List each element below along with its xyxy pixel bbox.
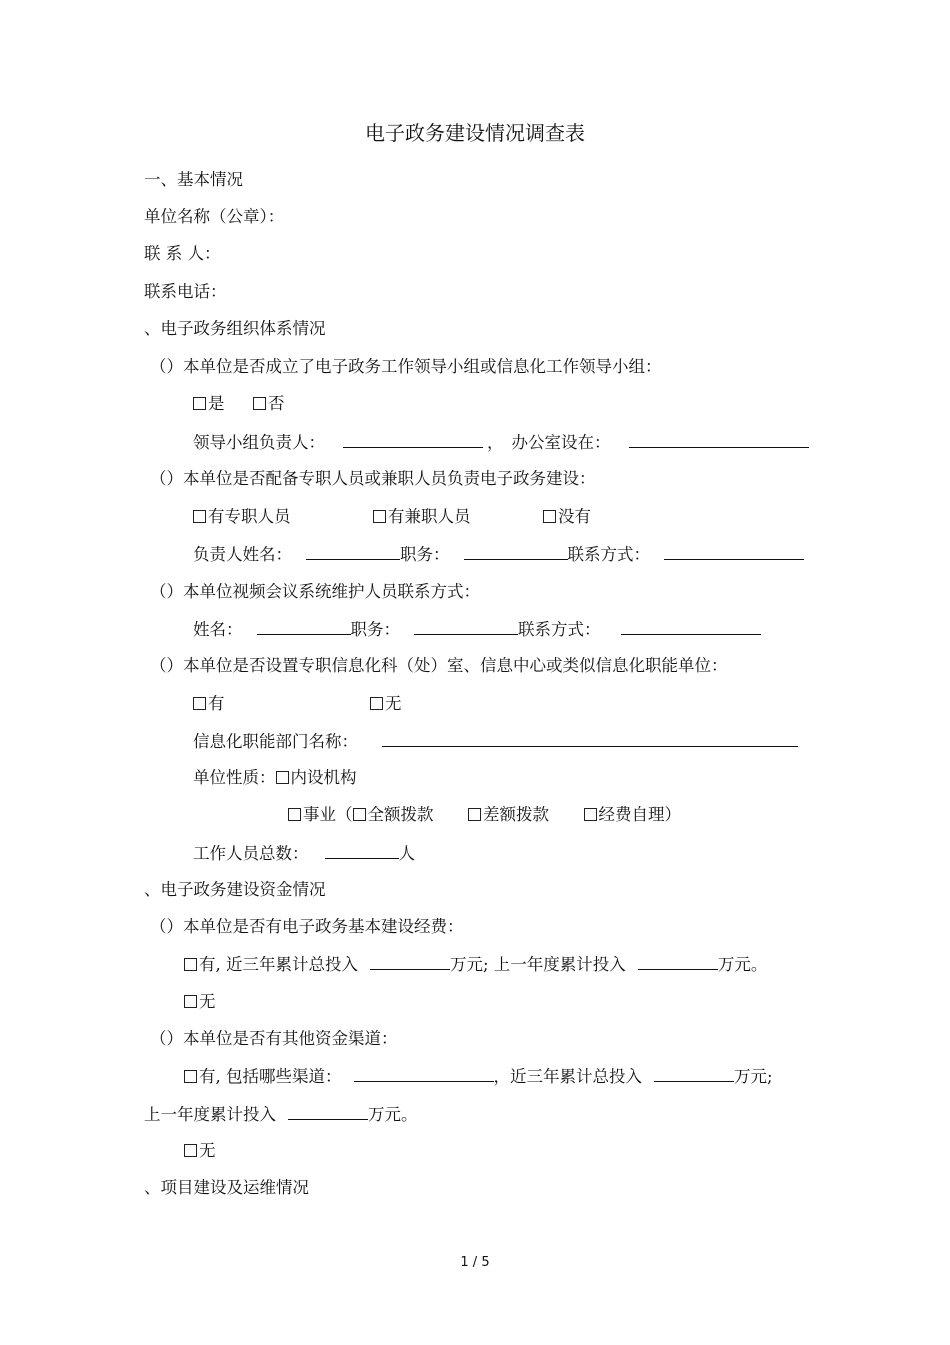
unit-nature-label: 单位性质：: [193, 768, 276, 787]
section-project-heading: 、项目建设及运维情况: [144, 1178, 309, 1197]
dept-name-field[interactable]: [382, 730, 798, 747]
question-basic-funds: （）本单位是否有电子政务基本建设经费：: [150, 917, 464, 936]
option-no-label: 否: [268, 394, 285, 413]
checkbox-none[interactable]: [543, 510, 556, 523]
it-dept-name-row: [193, 730, 802, 753]
option-full-funding-label: 全额拨款: [367, 805, 434, 824]
section-basic-heading: 一、基本情况: [144, 170, 243, 189]
staff-detail-row: [193, 543, 808, 566]
checkbox-public[interactable]: [288, 808, 301, 821]
page-title: 电子政务建设情况调查表: [365, 121, 585, 145]
public-institution-row: [288, 804, 681, 826]
leading-group-detail-row: [193, 431, 813, 454]
option-parttime-label: 有兼职人员: [388, 507, 471, 526]
leading-group-options: [193, 393, 285, 415]
page-number: 1 / 5: [460, 1255, 490, 1270]
maintainer-name-label: 姓名：: [193, 620, 243, 639]
maintainer-name-field[interactable]: [257, 618, 351, 635]
other-funds-3yr-field[interactable]: [654, 1065, 734, 1082]
checkbox-full-funding[interactable]: [353, 808, 366, 821]
question-video-conf: （）本单位视频会议系统维护人员联系方式：: [150, 582, 480, 601]
other-funds-total-label: ，近三年累计总投入: [493, 1067, 642, 1086]
basic-funds-no-row: [184, 991, 216, 1013]
contact-person-label: 联 系 人：: [144, 244, 221, 263]
funds-no-label: 无: [199, 992, 216, 1011]
maintainer-post-field[interactable]: [414, 618, 518, 635]
responsible-post-label: 职务：: [400, 545, 450, 564]
leader-label: 领导小组负责人：: [193, 433, 325, 452]
staff-total-field[interactable]: [325, 842, 399, 859]
comma: ，: [487, 433, 504, 452]
option-fulltime-label: 有专职人员: [208, 507, 291, 526]
staff-total-label: 工作人员总数：: [193, 844, 309, 863]
responsible-name-field[interactable]: [306, 543, 400, 560]
leader-field[interactable]: [343, 431, 483, 448]
question-leading-group: （）本单位是否成立了电子政务工作领导小组或信息化工作领导小组：: [150, 357, 662, 376]
funds-last-year-field[interactable]: [638, 953, 718, 970]
checkbox-no[interactable]: [253, 397, 266, 410]
checkbox-yes[interactable]: [193, 397, 206, 410]
maintainer-post-label: 职务：: [350, 620, 400, 639]
responsible-post-field[interactable]: [464, 543, 568, 560]
other-funds-no-row: [184, 1140, 216, 1162]
other-funds-channels-label: 有, 包括哪些渠道：: [199, 1067, 342, 1086]
contact-phone-label: 联系电话：: [144, 282, 227, 301]
it-dept-options: [193, 693, 402, 715]
option-public-label: 事业（: [303, 805, 353, 824]
funds-wan-end-label: 万元。: [717, 955, 768, 974]
responsible-contact-field[interactable]: [664, 543, 804, 560]
maintainer-contact-field[interactable]: [621, 618, 761, 635]
responsible-contact-label: 联系方式：: [567, 545, 650, 564]
unit-nature-row: [193, 767, 357, 789]
unit-name-label: 单位名称（公章）：: [144, 207, 285, 226]
other-funds-last-year-row: [144, 1103, 418, 1126]
other-funds-last-year-field[interactable]: [288, 1103, 368, 1120]
checkbox-funds-no[interactable]: [184, 995, 197, 1008]
section-funds-heading: 、电子政务建设资金情况: [144, 880, 326, 899]
checkbox-other-funds-yes[interactable]: [184, 1070, 197, 1083]
other-funds-wan-end-label: 万元。: [368, 1105, 418, 1124]
video-conf-detail-row: [193, 618, 765, 641]
checkbox-has-dept[interactable]: [193, 697, 206, 710]
other-funds-yes-row: [184, 1065, 773, 1088]
funds-wan-label: 万元; 上一年度累计投入: [450, 955, 626, 974]
responsible-name-label: 负责人姓名：: [193, 545, 292, 564]
question-it-dept: （）本单位是否设置专职信息化科（处）室、信息中心或类似信息化职能单位：: [150, 656, 728, 675]
basic-funds-yes-row: [184, 953, 767, 976]
option-no-dept-label: 无: [385, 694, 402, 713]
checkbox-diff-funding[interactable]: [468, 808, 481, 821]
question-staff: （）本单位是否配备专职人员或兼职人员负责电子政务建设：: [150, 469, 596, 488]
checkbox-no-dept[interactable]: [370, 697, 383, 710]
funds-3yr-field[interactable]: [370, 953, 450, 970]
dept-name-label: 信息化职能部门名称：: [193, 732, 358, 751]
checkbox-funds-yes[interactable]: [184, 958, 197, 971]
staff-total-row: [193, 842, 415, 865]
funds-yes-label: 有, 近三年累计总投入: [199, 955, 358, 974]
checkbox-internal[interactable]: [276, 771, 289, 784]
office-field[interactable]: [629, 431, 809, 448]
option-yes-label: 是: [208, 394, 225, 413]
other-funds-last-year-label: 上一年度累计投入: [144, 1105, 276, 1124]
checkbox-parttime[interactable]: [373, 510, 386, 523]
office-label: 办公室设在：: [511, 433, 611, 452]
option-internal-label: 内设机构: [290, 768, 357, 787]
option-has-label: 有: [208, 694, 225, 713]
section-org-heading: 、电子政务组织体系情况: [144, 319, 326, 338]
person-unit: 人: [398, 844, 415, 863]
other-funds-wan-label: 万元;: [734, 1067, 773, 1086]
other-funds-no-label: 无: [199, 1141, 216, 1160]
question-other-funds: （）本单位是否有其他资金渠道：: [150, 1029, 398, 1048]
other-funds-channels-field[interactable]: [354, 1065, 494, 1082]
maintainer-contact-label: 联系方式：: [518, 620, 601, 639]
checkbox-fulltime[interactable]: [193, 510, 206, 523]
option-none-label: 没有: [558, 507, 591, 526]
option-diff-funding-label: 差额拨款: [483, 805, 549, 824]
checkbox-other-funds-no[interactable]: [184, 1144, 197, 1157]
checkbox-self-funding[interactable]: [584, 808, 597, 821]
staff-options: [193, 506, 591, 528]
option-self-funding-label: 经费自理）: [598, 805, 681, 824]
